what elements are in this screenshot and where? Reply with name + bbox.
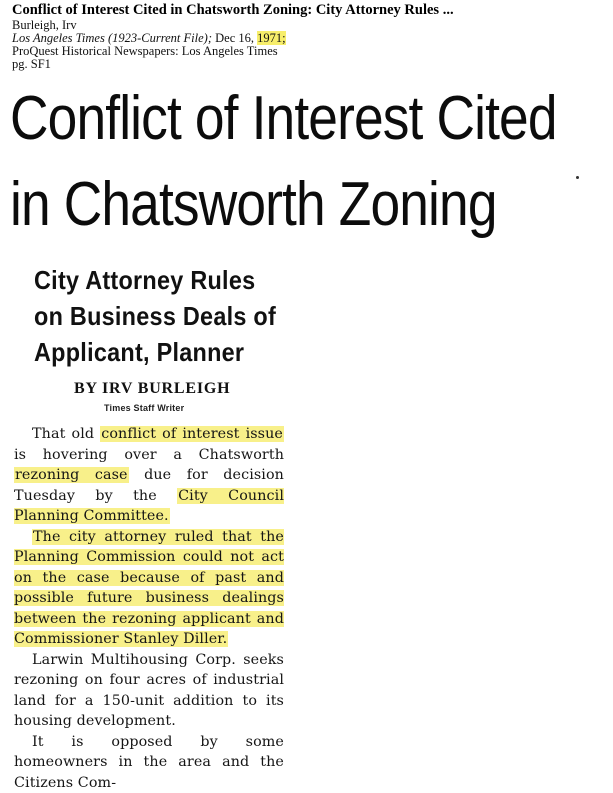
article-headline [10,76,557,248]
citation-author: Burleigh, Irv [12,19,602,32]
deck-line-3: Applicant, Planner [34,334,276,370]
headline-line-2: in Chatsworth Zoning [10,162,557,248]
highlight-committee: City Council Planning Committee. [14,488,284,525]
deck-line-2: on Business Deals of [34,298,276,334]
byline: BY IRV BURLEIGH [74,380,230,398]
highlight-rezoning: rezoning case [14,467,129,483]
article-body [14,424,284,793]
staff-credit: Times Staff Writer [104,403,184,413]
deck-line-1: City Attorney Rules [34,262,276,298]
citation-database: ProQuest Historical Newspapers: Los Angeles Times [12,45,602,58]
highlight-ruling: The city attorney ruled that the Planning Commission could not act on the case because of past and possible future business dealings between the rezoning applicant and Commissioner Stanley Diller. [14,529,284,648]
source-year: 1971; [257,31,285,45]
print-speck [576,176,579,179]
paragraph-2 [14,527,284,650]
highlight-conflict: conflict of interest issue [100,426,284,442]
paragraph-1: That old conflict of interest issue is hovering over a Chatsworth rezoning case due for decision Tuesday by the City Council Planning Committee. [14,424,284,527]
citation-page: pg. SF1 [12,58,602,71]
source-date: Dec 16, [215,31,254,45]
article-subheadline [34,262,276,370]
citation-header [12,2,602,71]
paragraph-3: Larwin Multihousing Corp. seeks rezoning on four acres of industrial land for a 150-unit addition to its housing development. [14,650,284,732]
paragraph-4: It is opposed by some homeowners in the area and the Citizens Com- [14,732,284,793]
citation-title: Conflict of Interest Cited in Chatsworth Zoning: City Attorney Rules ... [12,2,602,19]
headline-line-1: Conflict of Interest Cited [10,76,557,162]
source-name: Los Angeles Times (1923-Current File); [12,31,212,45]
